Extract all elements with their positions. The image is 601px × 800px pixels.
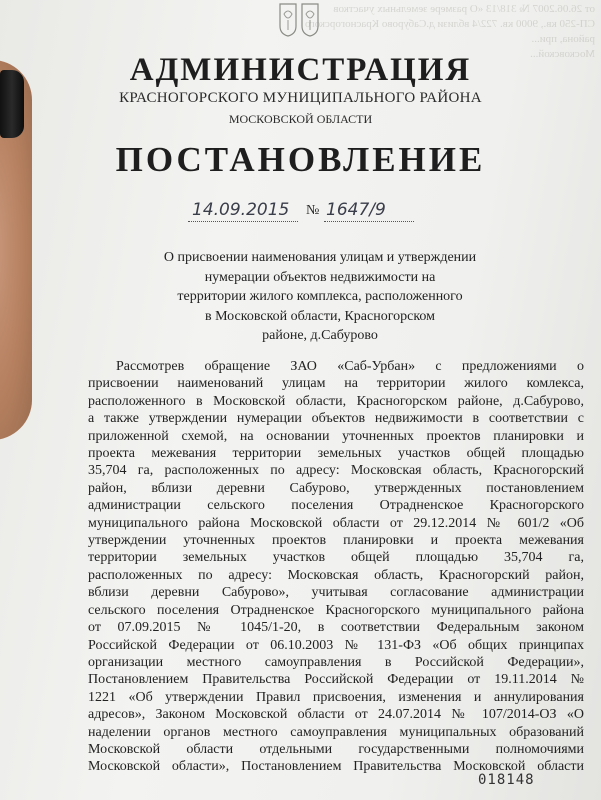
header-district: КРАСНОГОРСКОГО МУНИЦИПАЛЬНОГО РАЙОНА: [119, 90, 482, 106]
coat-of-arms-icon: [276, 0, 322, 40]
title-line: территории жилого комплекса, расположенного: [177, 289, 463, 304]
date-underline: [188, 221, 298, 222]
resolution-body: [88, 358, 584, 776]
body-line: муниципального района Московской области от 29.12.2014 № 601/2 «Об: [88, 515, 584, 531]
body-line: расположенных по адресу: Московская область, Красногорский район,: [88, 567, 584, 583]
body-line: утверждении уточненных проектов планировки и проекта межевания: [88, 533, 584, 549]
body-line: сельского поселения Отрадненское Красногорского муниципального района: [88, 602, 584, 618]
title-line: районе, д.Сабурово: [262, 328, 378, 343]
title-line: нумерации объектов недвижимости на: [204, 269, 436, 285]
body-line: Московской области», Постановлением Правительства Московской области: [88, 759, 584, 775]
body-line: организации местного самоуправления в Российской Федерации»,: [88, 654, 584, 670]
bleed-through-text: от 26.06.2007 № 318/13 «О размере земельных участков СП-250 кв., 9000 кв. 722/4 вблизи д.Сабурово Красногорского района, при... Московской...: [304, 3, 595, 60]
header-region: МОСКОВСКОЙ ОБЛАСТИ: [228, 112, 373, 126]
body-line: 35,704 га, расположенных по адресу: Московская область, Красногорский: [88, 463, 584, 479]
body-line: 1221 «Об утверждении Правил присвоения, изменения и аннулирования: [88, 689, 584, 705]
body-line: вблизи деревни Сабурово», учитывая согласование администрации: [88, 585, 584, 601]
body-line: Постановлением Правительства Российской Федерации от 19.11.2014 №: [88, 672, 584, 688]
body-line: присвоении наименований улицам на территории жилого комлекса,: [88, 376, 584, 392]
title-line: в Московской области, Красногорском: [204, 308, 436, 324]
body-line: администрации сельского поселения Отрадненское Красногорского: [88, 498, 584, 514]
body-line: а также утверждении нумерации объектов недвижимости в соответствии с: [88, 411, 584, 427]
body-line: Рассмотрев обращение ЗАО «Саб-Урбан» с предложениями о: [116, 359, 584, 374]
body-line: адресов», Законом Московской области от 24.07.2014 № 107/2014-ОЗ «О: [88, 707, 584, 723]
date-number-line: [188, 200, 428, 226]
handwritten-number: 1647/9: [326, 200, 386, 220]
title-line: О присвоении наименования улицам и утверждении: [163, 250, 477, 265]
handwritten-date: 14.09.2015: [192, 200, 290, 220]
body-line: Российской Федерации от 06.10.2003 № 131-ФЗ «Об общих принципах: [88, 637, 584, 653]
number-underline: [324, 221, 414, 222]
serial-number: 018148: [478, 772, 535, 788]
header-administration: АДМИНИСТРАЦИЯ: [129, 52, 472, 88]
body-line: район, вблизи деревни Сабурово, утвержденных постановлением: [88, 480, 584, 496]
body-line: проекта межевания территории земельных участков общей площадью: [88, 446, 584, 462]
resolution-title: [140, 248, 500, 346]
document-type-title: ПОСТАНОВЛЕНИЕ: [115, 140, 486, 179]
body-line: приложенной схемой, на основании уточненных проектов планировки и: [88, 428, 584, 444]
body-line: наделении органов местного самоуправления муниципальных образований: [88, 724, 584, 740]
body-line: территории земельных участков общей площадью 35,704 га,: [88, 550, 584, 566]
body-line: Московской области отдельными государственными полномочиями: [88, 741, 584, 757]
number-sign: №: [306, 203, 320, 218]
body-line: от 07.09.2015 № 1045/1-20, в соответствии Федеральным законом: [88, 620, 584, 636]
body-line: расположенного в Московской области, Красногорском районе, д.Сабурово,: [88, 393, 584, 409]
